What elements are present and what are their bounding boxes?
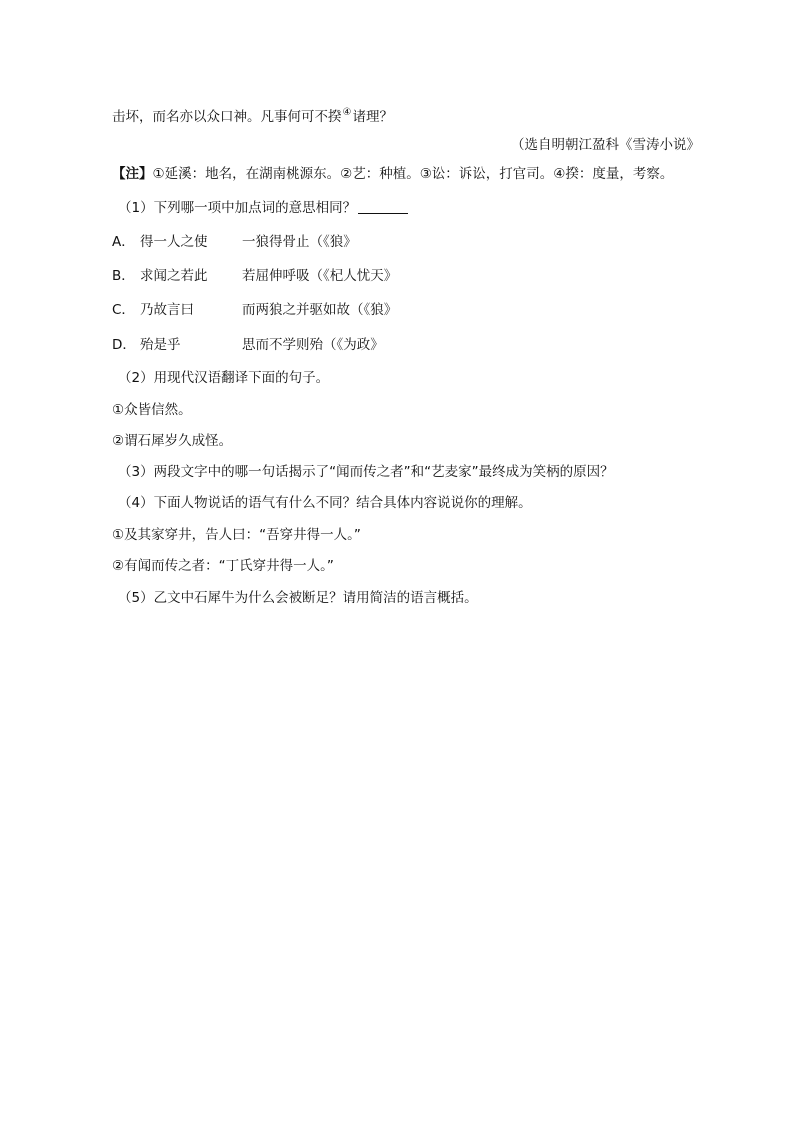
note-mark: ④ [342,107,352,118]
option-c-right: 而两狼之并驱如故（《狼》 [242,302,398,318]
option-c-left: 乃故言曰 [140,302,194,318]
option-b-right: 若屈伸呼吸（《杞人忧天》 [242,268,398,284]
passage-last-line [112,104,393,126]
notes-line [112,165,673,183]
passage-source: （选自明朝江盈科《雪涛小说》 [511,137,700,153]
option-c-letter: C． [112,302,135,318]
question-2-item-2: ②谓石犀岁久成怪。 [112,433,233,449]
option-b-letter: B． [112,268,135,284]
option-c [112,301,397,319]
question-2-stem: （2）用现代汉语翻译下面的句子。 [118,370,330,386]
question-4-item-2: ②有闻而传之者：“丁氏穿井得一人。” [112,558,334,574]
passage-text-start: 击坏，而名亦以众口神。凡事何可不揆 [112,109,342,125]
question-1-text: （1）下列哪一项中加点词的意思相同？ [118,200,357,216]
option-a-right: 一狼得骨止（《狼》 [242,234,357,250]
passage-text-end: 诸理？ [352,109,393,125]
option-b [112,267,397,285]
option-d-right: 思而不学则殆（《为政》 [242,337,384,353]
answer-blank[interactable] [358,201,408,214]
question-4-item-1: ①及其家穿井，告人曰：“吾穿井得一人。” [112,527,361,543]
option-a-letter: A． [112,234,135,250]
option-d-left: 殆是乎 [140,337,181,353]
question-2-item-1: ①众皆信然。 [112,402,192,418]
option-d [112,336,384,354]
question-1-stem [118,199,408,217]
option-a-left: 得一人之使 [140,234,208,250]
notes-label: 【注】 [112,166,153,182]
notes-text: ①延溪：地名，在湖南桃源东。②艺：种植。③讼：诉讼，打官司。④揆：度量，考察。 [152,166,674,182]
question-3-stem: （3）两段文字中的哪一句话揭示了“闻而传之者”和“艺麦家”最终成为笑柄的原因？ [118,464,614,480]
question-5-stem: （5）乙文中石犀牛为什么会被断足？请用简洁的语言概括。 [118,590,478,606]
option-a [112,233,357,251]
question-4-stem: （4）下面人物说话的语气有什么不同？结合具体内容说说你的理解。 [118,495,532,511]
option-d-letter: D． [112,337,136,353]
option-b-left: 求闻之若此 [140,268,208,284]
